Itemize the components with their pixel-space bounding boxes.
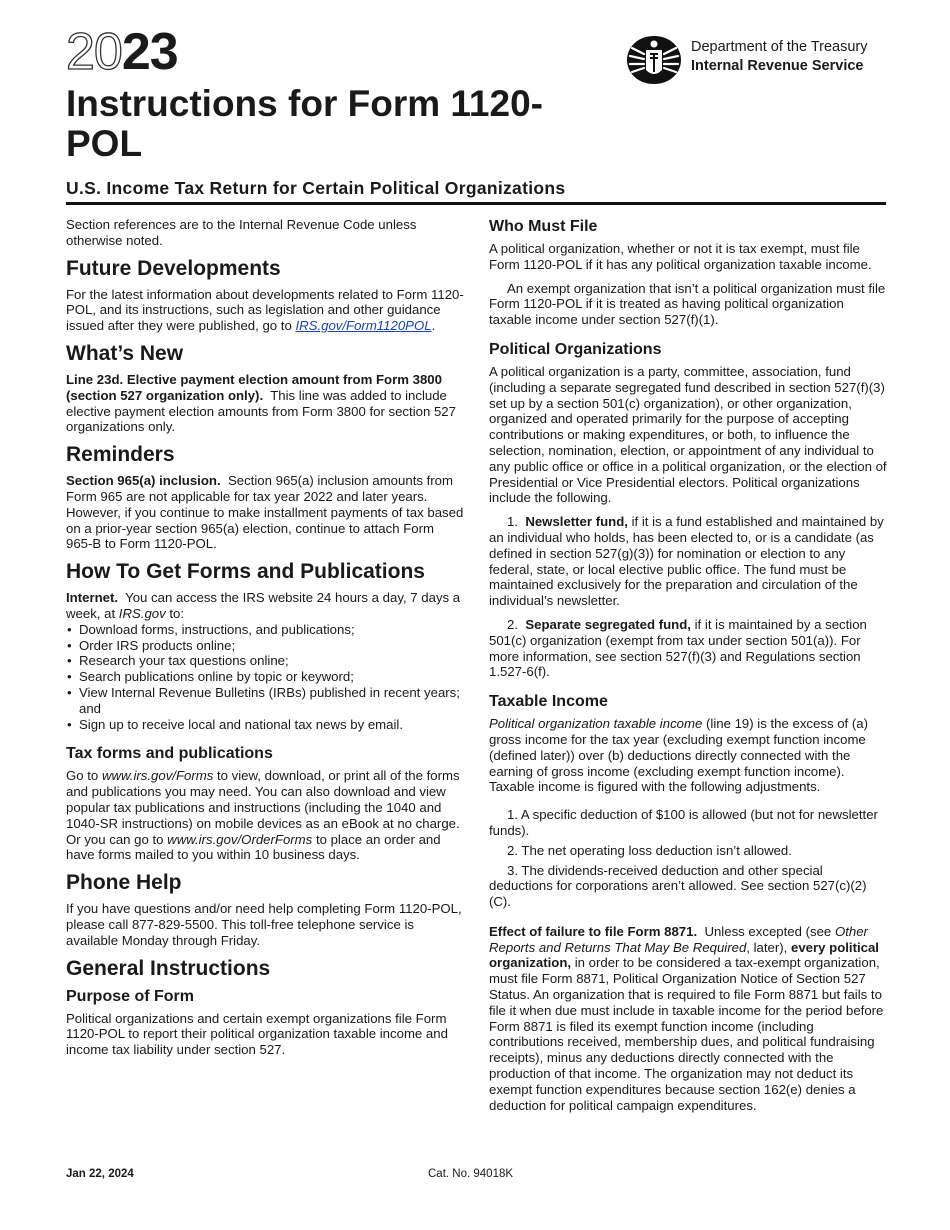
heading-general-instructions: General Instructions [66,956,271,980]
item-number: 1. [507,514,518,530]
header-divider [66,202,886,205]
segregated-fund-item [489,617,887,680]
document-subtitle: U.S. Income Tax Return for Certain Political Organizations [66,178,566,198]
list-item: • Order IRS products online; [66,638,464,654]
segregated-fund-text: if it is maintained by a section 501(c) organization (exempt from tax under section 501(a)). For more information, see section 527(f)(3) and Regulations section 1.527-6(f). [489,616,867,680]
tax-forms-text [66,768,464,863]
future-dev-body: For the latest information about developments related to Form 1120-POL, and its instructions, such as legislation and other guidance issued after they were published, go to [66,286,464,334]
irs-eagle-logo-icon [624,32,684,88]
document-title: Instructions for Form 1120-POL [66,83,543,164]
newsletter-fund-text: if it is a fund established and maintained by an individual who holds, has been elected to, or is a candidate (as defined in section 527(g)(3)) for nomination or election to any federal, state, or local elective public office. The fund must be maintained exclusively for the preparation and circulation of the individual’s newsletter. [489,514,884,609]
catalog-number: Cat. No. 94018K [428,1168,514,1180]
item-number: 2. [507,616,518,632]
phone-help-text: If you have questions and/or need help completing Form 1120-POL, please call 877-829-5500. This toll-free telephone service is available Monday through Friday. [66,901,462,948]
political-orgs-p1: A political organization is a party, committee, association, fund (including a separate segregated fund described in section 527(f)(3) set up by a section 501(c) organization), or other organization, organized and operated primarily for the purpose of accepting contributions or making expenditures, or both, to influence the selection, nomination, election, or appointment of any individual to any public office or office in a political organization, or the election of Presidential or Vice Presidential electors. Political organizations include the following. [489,363,887,506]
taxable-income-term: Political organization taxable income [489,716,703,732]
internet-body: You can access the IRS website 24 hours a day, 7 days a week, at [66,590,461,621]
heading-who-must-file: Who Must File [489,218,598,235]
newsletter-fund-item [489,514,887,609]
agency-service: Internal Revenue Service [691,58,864,74]
heading-purpose-of-form: Purpose of Form [66,987,195,1005]
heading-taxable-income: Taxable Income [489,693,608,711]
reminders-body: Section 965(a) inclusion amounts from Form 965 are not applicable for tax year 2022 and later years. However, if you continue to make installment payments of tax based on a prior-year section 965(a) election, continue to attach Form 965-B to Form 1120-POL. [66,473,464,552]
reminders-lead: Section 965(a) inclusion. [66,473,221,489]
whats-new-body: This line was added to include elective payment election amounts from Form 3800 for section 527 organizations only. [66,387,456,435]
year-bold-digits: 23 [121,23,178,81]
purpose-text: Political organizations and certain exempt organizations file Form 1120-POL to report their political organization taxable income and income tax liability under section 527. [66,1010,448,1058]
year-outline-digits: 20 [66,23,122,81]
list-item: • Research your tax questions online; [66,653,464,669]
heading-whats-new: What’s New [66,341,184,365]
effect-lead: Effect of failure to file Form 8871. [489,923,698,939]
internet-text [66,590,464,622]
who-must-file-p1: A political organization, whether or not it is tax exempt, must file Form 1120-POL if it has any political organization taxable income. [489,241,872,272]
future-developments-text [66,287,464,334]
agency-department: Department of the Treasury [691,39,868,55]
heading-reminders: Reminders [66,443,175,467]
form-link[interactable]: IRS.gov/Form1120POL [295,318,432,334]
tax-year [66,23,178,81]
reminders-text [66,473,464,552]
taxable-income-body: (line 19) is the excess of (a) gross income for the tax year (excluding exempt function income (defined later)) over (b) deductions directly connected with the earning of gross income (excluding exempt function income). Taxable income is figured with the following adjustments. [489,716,868,795]
effect-t2: , later), [746,939,788,955]
taxable-income-text [489,716,887,795]
list-item: 1. A specific deduction of $100 is allowed (but not for newsletter funds). [489,807,878,838]
effect-t1: Unless excepted (see [704,923,832,939]
effect-of-failure-text [489,924,887,1114]
list-item: • Search publications online by topic or keyword; [66,669,464,685]
whats-new-lead: Line 23d. Elective payment election amount from Form 3800 (section 527 organization only). [66,371,442,403]
who-must-file-p2: An exempt organization that isn’t a political organization must file Form 1120-POL if it is treated as having political organization taxable income under section 527(f)(1). [489,280,886,328]
newsletter-fund-lead: Newsletter fund, [525,514,628,530]
internet-bullet-list [66,622,464,733]
agency-block [624,32,894,90]
intro-text: Section references are to the Internal Revenue Code unless otherwise noted. [66,217,417,248]
tax-forms-t3: to place an order and have forms mailed to you within 10 business days. [66,831,441,863]
left-column [66,217,464,1066]
list-item: • Sign up to receive local and national tax news by email. [66,717,464,733]
whats-new-text [66,372,464,435]
revision-date: Jan 22, 2024 [66,1168,134,1180]
internet-lead: Internet. [66,590,119,606]
heading-future-developments: Future Developments [66,256,281,280]
right-column [489,217,887,1121]
forms-url: www.irs.gov/Forms [101,768,214,784]
irs-site: IRS.gov [118,605,166,621]
order-forms-url: www.irs.gov/OrderForms [167,831,313,847]
heading-phone-help: Phone Help [66,871,182,895]
tax-forms-t2: to view, download, or print all of the forms and publications you may need. You can also download and view popular tax publications and instructions (including the 1040 and 1040-SR instructions) on mobile devices as an eBook at no charge. Or you can go to [66,768,460,847]
segregated-fund-lead: Separate segregated fund, [525,616,691,632]
list-item: • View Internal Revenue Bulletins (IRBs) published in recent years; and [66,685,464,717]
internet-body-end: to: [169,605,185,621]
effect-bold: every political organization, [489,939,879,971]
tax-forms-t1: Go to [66,768,99,784]
list-item: 2. The net operating loss deduction isn’t allowed. [507,842,792,858]
effect-italic-ref: Other Reports and Returns That May Be Required [489,923,868,955]
future-dev-period: . [431,318,436,334]
heading-tax-forms: Tax forms and publications [66,745,273,763]
heading-political-organizations: Political Organizations [489,340,662,358]
list-item: 3. The dividends-received deduction and other special deductions for corporations aren’t allowed. See section 527(c)(2)(C). [489,862,867,910]
effect-t3: in order to be considered a tax-exempt organization, must file Form 8871, Political Organization Notice of Section 527 Status. An organization that is required to file Form 8871 but fails to file it when due must include in taxable income for the period before Form 8871 is filed its exempt function income (including contributions received, membership dues, and political fundraising receipts), minus any deductions directly connected with the production of that income. The organization may not deduct its exempt function expenditures because section 162(e) denies a deduction for political campaign expenditures. [489,955,884,1113]
list-item: • Download forms, instructions, and publications; [66,622,464,638]
heading-get-forms: How To Get Forms and Publications [66,560,425,584]
